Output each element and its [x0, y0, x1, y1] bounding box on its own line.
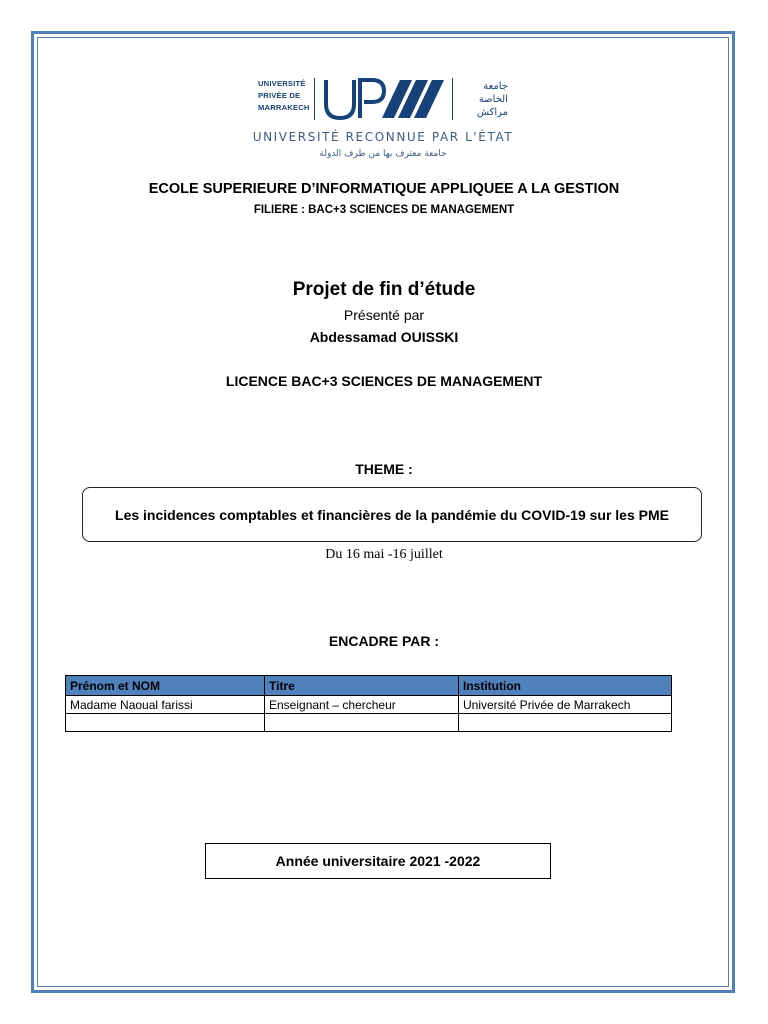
- column-header: Titre: [265, 676, 459, 696]
- table-header-row: [66, 676, 672, 696]
- academic-year: Année universitaire 2021 -2022: [205, 843, 551, 879]
- table-cell: [265, 714, 459, 732]
- table-row: [66, 696, 672, 714]
- presented-by-label: Présenté par: [343, 307, 425, 323]
- university-logo: [252, 74, 514, 170]
- table-cell: [66, 714, 265, 732]
- theme-box: [82, 487, 702, 542]
- filiere: FILIERE : BAC+3 SCIENCES DE MANAGEMENT: [253, 204, 515, 216]
- table-cell: Université Privée de Marrakech: [459, 696, 672, 714]
- table-row: [66, 714, 672, 732]
- author-name: Abdessamad OUISSKI: [309, 329, 459, 345]
- logo-tagline-arabic: جامعة معترف بها من طرف الدولة: [319, 149, 447, 159]
- logo-left-text: UNIVERSITÉ PRIVÉE DE MARRAKECH: [258, 79, 310, 112]
- table-cell: Madame Naoual farissi: [66, 696, 265, 714]
- internship-dates: Du 16 mai -16 juillet: [325, 547, 443, 562]
- supervised-by-label: ENCADRE PAR :: [328, 633, 440, 649]
- table-cell: Enseignant – chercheur: [265, 696, 459, 714]
- logo-tagline: UNIVERSITÉ RECONNUE PAR L'ÉTAT: [252, 130, 514, 144]
- table-cell: [459, 714, 672, 732]
- licence-title: LICENCE BAC+3 SCIENCES DE MANAGEMENT: [225, 373, 543, 389]
- project-title: Projet de fin d’étude: [292, 279, 476, 300]
- column-header: Institution: [459, 676, 672, 696]
- logo-separator: [314, 78, 315, 120]
- logo-right-text: ﺟﺎﻣﻌﺔ ﺍﻟﺨﺎﺻﺔ ﻣﺮﺍﻛﺶ: [476, 81, 508, 118]
- column-header: Prénom et NOM: [66, 676, 265, 696]
- upm-logo-mark-icon: [320, 74, 444, 124]
- school-name: ECOLE SUPERIEURE D’INFORMATIQUE APPLIQUEE A LA GESTION: [148, 181, 620, 197]
- theme-text: Les incidences comptables et financières de la pandémie du COVID-19 sur les PME: [115, 506, 669, 523]
- theme-label: THEME :: [355, 461, 413, 477]
- supervisor-table: [65, 675, 672, 732]
- logo-separator-right: [452, 78, 453, 120]
